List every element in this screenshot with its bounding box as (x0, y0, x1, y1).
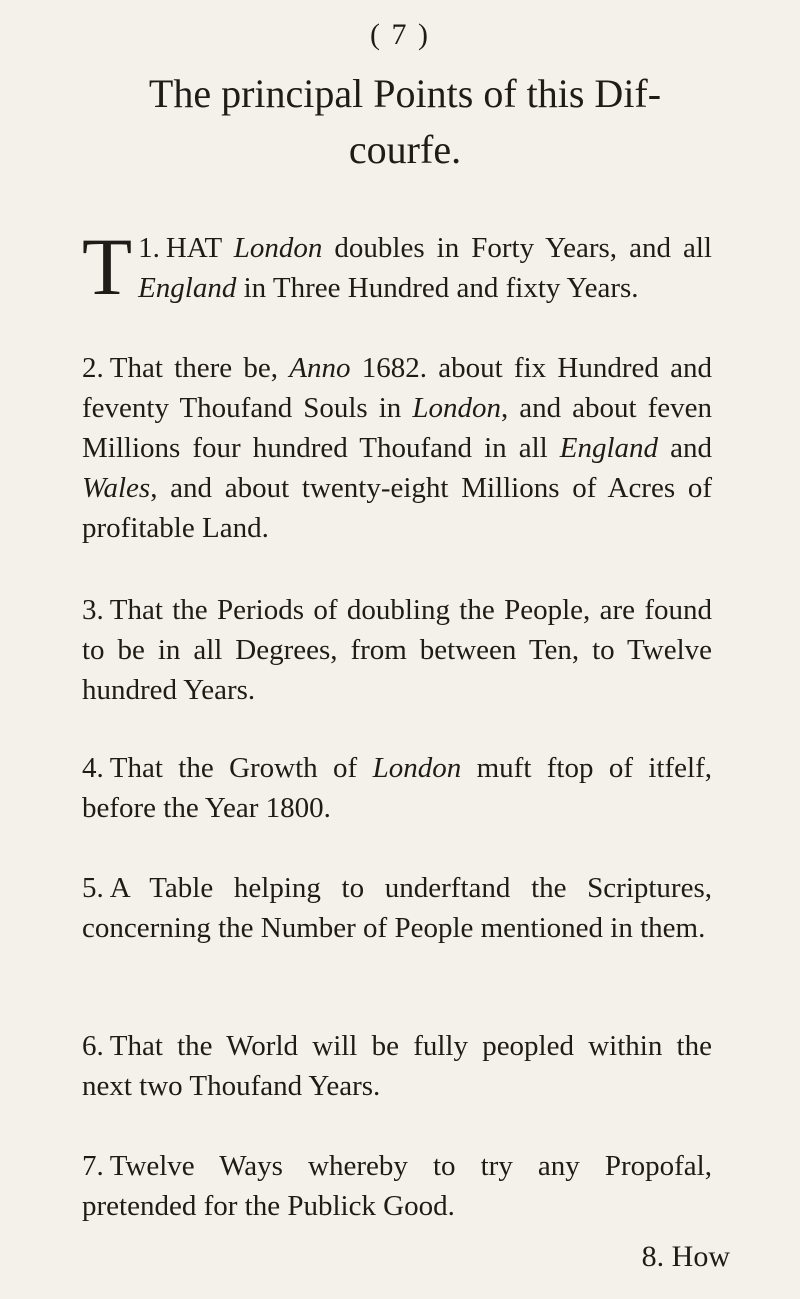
heading-line-2: courfe. (348, 127, 462, 172)
point-2 (82, 348, 712, 548)
point-1 (82, 221, 712, 312)
point-7 (82, 1146, 712, 1226)
point-text: A Table helping to underftand the Scriptures, concerning the Number of People mentioned in them. (82, 872, 712, 944)
point-number: 5. (82, 872, 104, 904)
point-3 (82, 590, 712, 710)
point-italic: Anno (289, 352, 351, 384)
point-number: 3. (82, 594, 104, 626)
point-6 (82, 1026, 712, 1106)
point-italic: London (233, 232, 323, 264)
heading-line-1: The principal Points of this Dif- (148, 71, 662, 116)
drop-cap: T (82, 221, 133, 312)
point-text: That the Periods of doubling the People, are found to be in all Degrees, from between Ten, to Twelve hundred Years. (82, 594, 712, 706)
point-number: 7. (82, 1150, 104, 1182)
point-text: That the World will be fully peopled within the next two Thoufand Years. (82, 1030, 712, 1102)
point-4 (82, 748, 712, 828)
page-heading (60, 66, 750, 178)
point-italic: Wales (82, 472, 151, 504)
point-text: 1682. about fix Hundred and feventy Thoufand Souls in (82, 352, 712, 424)
point-text: , and about twenty-eight Millions of Acres of profitable Land. (82, 472, 712, 544)
point-text: That the Growth of (109, 752, 373, 784)
point-italic: London (412, 392, 501, 424)
point-text: HAT (165, 232, 234, 264)
point-italic: London (372, 752, 462, 784)
point-italic: England (138, 272, 237, 304)
point-number: 6. (82, 1030, 104, 1062)
point-5 (82, 868, 712, 948)
page-number: ( 7 ) (370, 18, 430, 51)
point-text: muft ftop of itfelf, before the Year 1800. (82, 752, 712, 824)
point-text: doubles in Forty Years, and all (322, 232, 712, 264)
point-italic: England (559, 432, 659, 464)
point-text: Twelve Ways whereby to try any Propofal, pretended for the Publick Good. (82, 1150, 712, 1222)
point-text: and (658, 432, 712, 464)
point-number: 2. (82, 352, 104, 384)
point-text: , and about feven Millions four hundred Thoufand in all (82, 392, 712, 464)
catchword: 8. How (641, 1240, 730, 1273)
point-number: 4. (82, 752, 104, 784)
point-text: in Three Hundred and fixty Years. (236, 272, 639, 304)
point-text: That there be, (109, 352, 290, 384)
point-number: 1. (138, 232, 160, 264)
